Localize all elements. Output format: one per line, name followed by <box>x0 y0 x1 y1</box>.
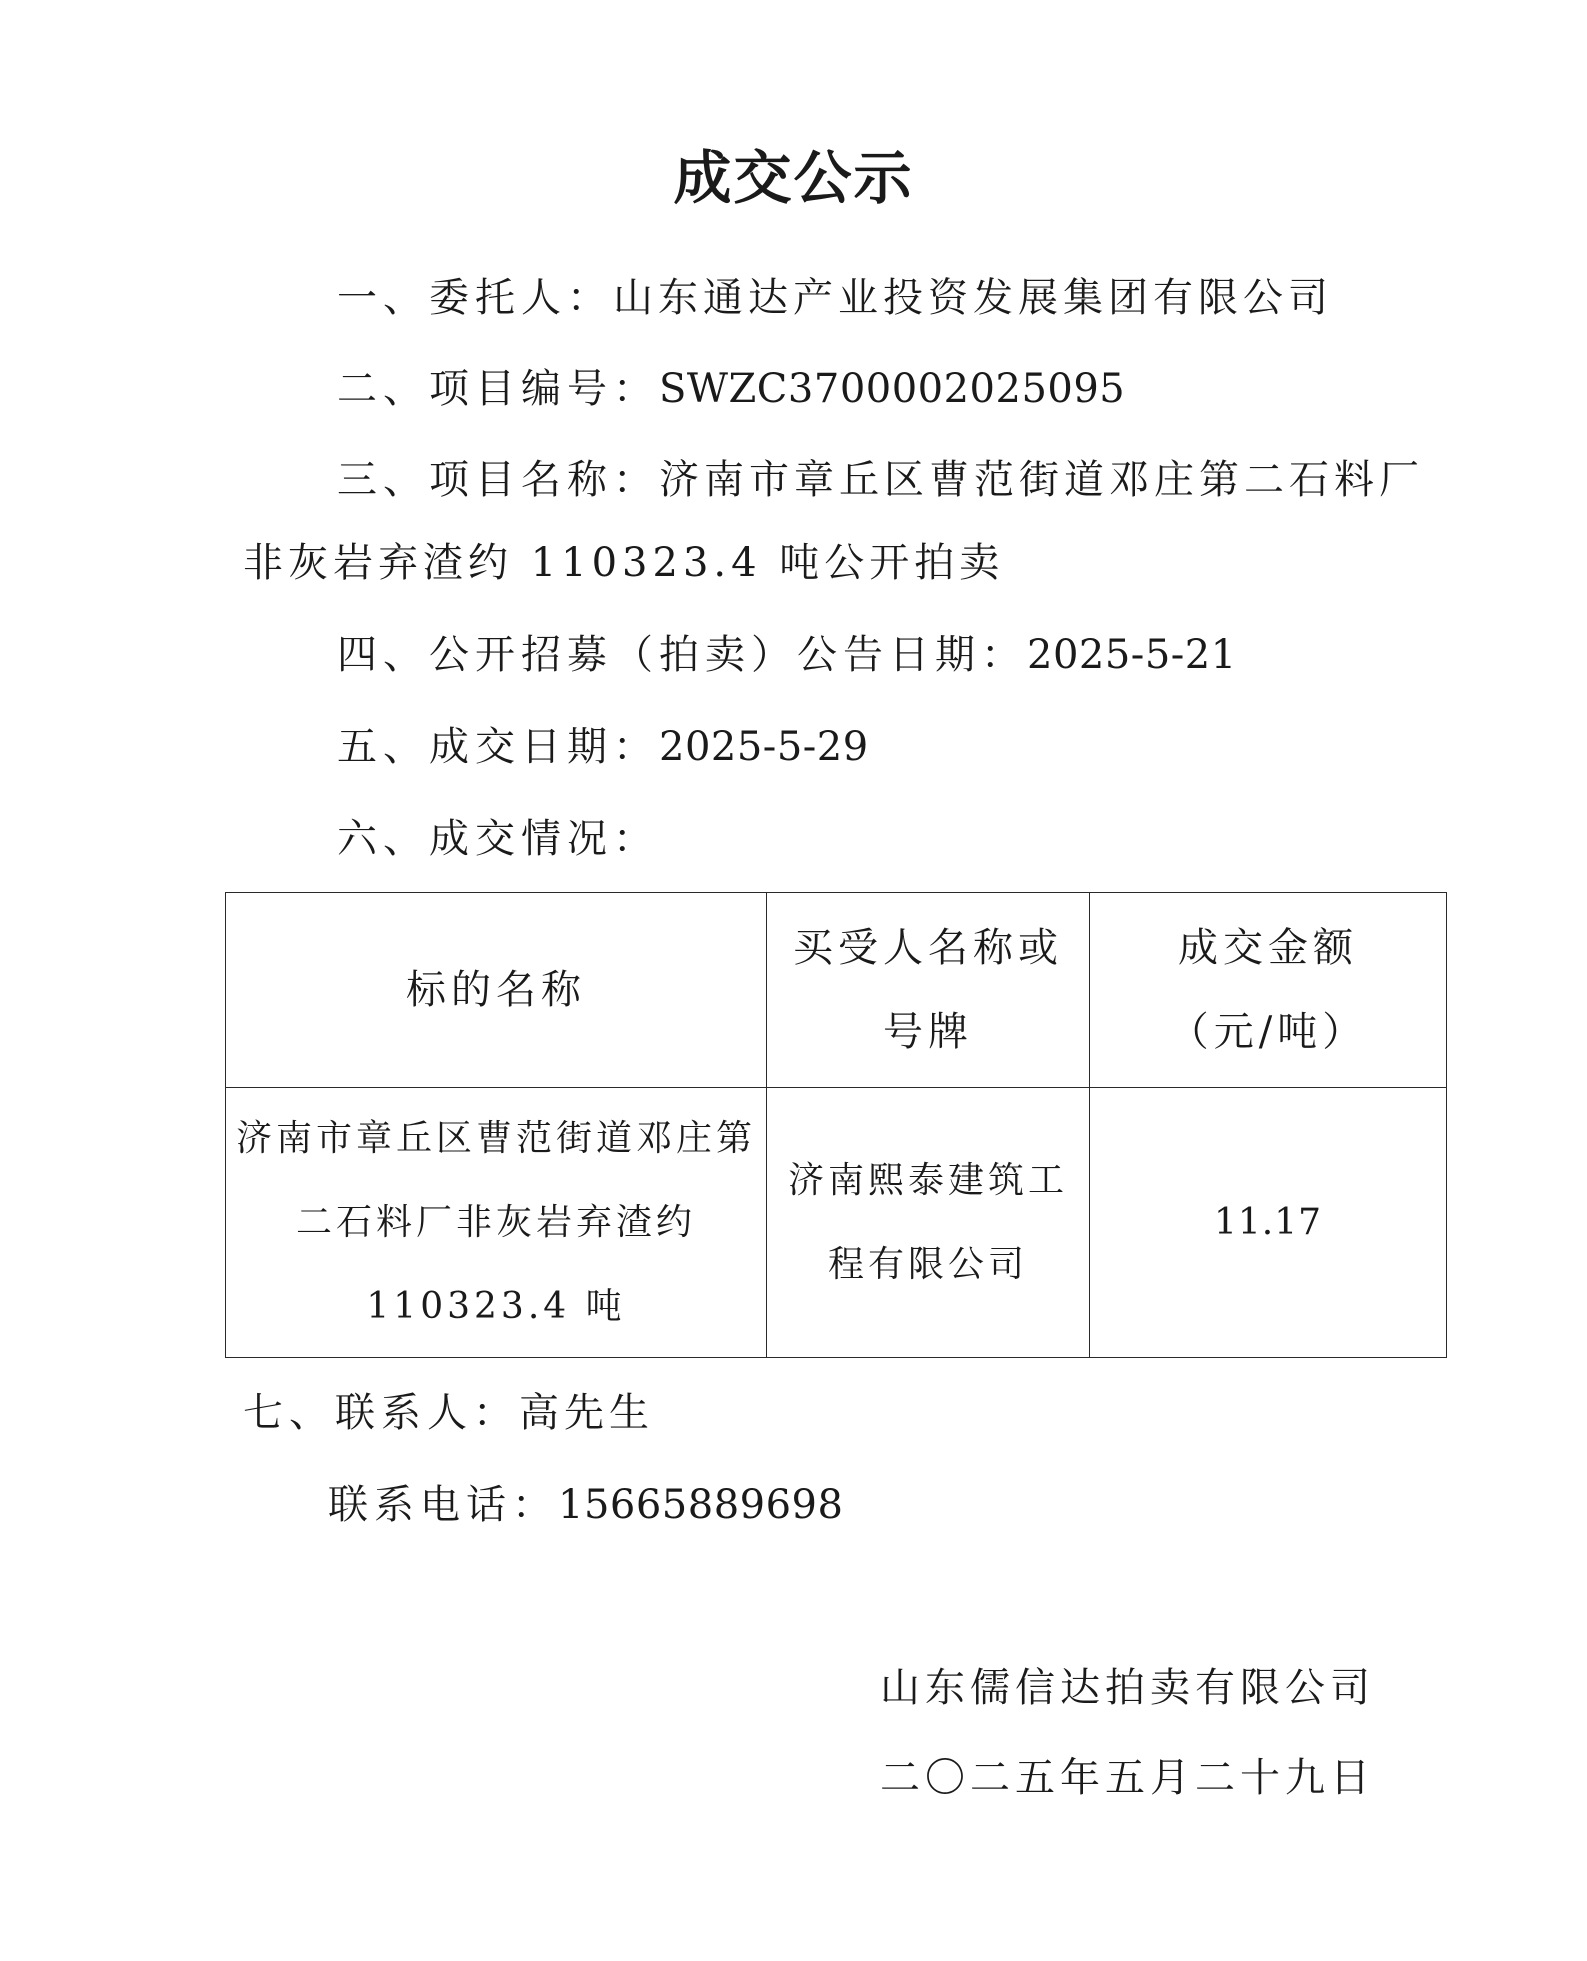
header-subject <box>226 893 767 1088</box>
cell-amount <box>1090 1088 1447 1358</box>
contact-person-value: 高先生 <box>519 1390 654 1436</box>
deal-status-line <box>337 811 659 867</box>
header-amount <box>1090 893 1447 1088</box>
result-table <box>225 892 1447 1358</box>
deal-status-label: 六、成交情况： <box>337 816 659 862</box>
contact-phone-value: 15665889698 <box>558 1482 844 1528</box>
table-row <box>226 1088 1447 1358</box>
header-buyer-line-1: 买受人名称或 <box>793 925 1063 971</box>
signature-company: 山东儒信达拍卖有限公司 <box>880 1665 1375 1711</box>
deal-date-value: 2025-5-29 <box>659 724 869 770</box>
header-buyer-line-2: 号牌 <box>883 1009 973 1055</box>
notice-date-label: 四、公开招募（拍卖）公告日期： <box>337 632 1027 678</box>
header-amount-line-2: （元/吨） <box>1168 1009 1368 1055</box>
cell-subject-line-3: 110323.4 吨 <box>366 1285 626 1327</box>
contact-person-label: 七、联系人： <box>243 1390 519 1436</box>
signature-date: 二〇二五年五月二十九日 <box>880 1755 1375 1801</box>
contact-phone-label: 联系电话： <box>328 1482 558 1528</box>
cell-amount-value: 11.17 <box>1213 1201 1323 1243</box>
cell-buyer-line-2: 程有限公司 <box>827 1243 1028 1285</box>
cell-subject-line-1: 济南市章丘区曹范街道邓庄第 <box>236 1117 757 1159</box>
notice-date-line <box>337 627 1237 683</box>
deal-date-label: 五、成交日期： <box>337 724 659 770</box>
project-name-label: 三、项目名称： <box>337 457 659 503</box>
cell-subject-line-2: 二石料厂非灰岩弃渣约 <box>295 1201 696 1243</box>
project-number-line <box>337 361 1125 417</box>
deal-date-line <box>337 719 869 775</box>
table-header-row <box>226 893 1447 1088</box>
project-number-value: SWZC3700002025095 <box>659 366 1126 412</box>
header-amount-line-1: 成交金额 <box>1178 925 1358 971</box>
project-name-line-1 <box>337 452 1424 508</box>
client-value: 山东通达产业投资发展集团有限公司 <box>613 275 1333 321</box>
page-title: 成交公示 <box>673 144 914 212</box>
contact-phone-line <box>328 1477 843 1533</box>
client-label: 一、委托人： <box>337 275 613 321</box>
header-subject-text: 标的名称 <box>406 967 586 1013</box>
cell-buyer <box>767 1088 1090 1358</box>
project-number-label: 二、项目编号： <box>337 366 659 412</box>
cell-subject <box>226 1088 767 1358</box>
notice-date-value: 2025-5-21 <box>1027 632 1237 678</box>
cell-buyer-line-1: 济南熙泰建筑工 <box>787 1159 1068 1201</box>
header-buyer <box>767 893 1090 1088</box>
contact-person-line <box>243 1385 654 1441</box>
project-name-value-1: 济南市章丘区曹范街道邓庄第二石料厂 <box>659 457 1424 503</box>
project-name-line-2 <box>243 535 1004 591</box>
project-name-value-2: 非灰岩弃渣约 110323.4 吨公开拍卖 <box>243 540 1005 586</box>
client-line <box>337 270 1333 326</box>
